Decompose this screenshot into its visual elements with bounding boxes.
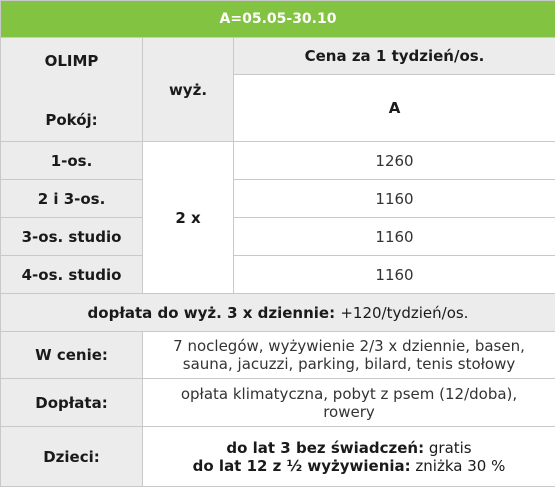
hotel-room-header: [1, 38, 143, 142]
children-value-1: gratis: [429, 439, 472, 457]
extra-text: [143, 379, 555, 427]
room-price: 1160: [234, 218, 555, 256]
table-row: [1, 218, 555, 256]
table-header-row: [1, 38, 555, 75]
room-label: Pokój:: [1, 111, 142, 129]
hotel-name: OLIMP: [1, 52, 142, 70]
children-line-2: [143, 457, 555, 475]
room-name: 3-os. studio: [1, 218, 143, 256]
room-name: 4-os. studio: [1, 256, 143, 294]
extra-label: Dopłata:: [1, 379, 143, 427]
children-row: [1, 427, 555, 487]
supplement-value: +120/tydzień/os.: [340, 304, 468, 322]
included-line-2: sauna, jacuzzi, parking, bilard, tenis stołowy: [143, 355, 555, 373]
table-row: [1, 180, 555, 218]
supplement-label: dopłata do wyż. 3 x dziennie:: [88, 304, 336, 322]
supplement-row: [1, 294, 555, 332]
season-header-row: [1, 1, 555, 38]
price-header: Cena za 1 tydzień/os.: [234, 38, 555, 75]
children-rule-2: do lat 12 z ½ wyżywienia:: [193, 457, 411, 475]
table-row: [1, 256, 555, 294]
room-price: 1260: [234, 142, 555, 180]
children-text: [143, 427, 555, 487]
extra-row: [1, 379, 555, 427]
room-name: 2 i 3-os.: [1, 180, 143, 218]
children-line-1: [143, 439, 555, 457]
column-a-header: A: [234, 75, 555, 142]
included-line-1: 7 noclegów, wyżywienie 2/3 x dziennie, basen,: [143, 337, 555, 355]
children-value-2: zniżka 30 %: [415, 457, 505, 475]
season-title: A=05.05-30.10: [1, 1, 555, 38]
included-label: W cenie:: [1, 332, 143, 379]
room-price: 1160: [234, 256, 555, 294]
extra-line-1: opłata klimatyczna, pobyt z psem (12/doba),: [143, 385, 555, 403]
room-name: 1-os.: [1, 142, 143, 180]
board-value: 2 x: [143, 142, 234, 294]
included-text: [143, 332, 555, 379]
children-rule-1: do lat 3 bez świadczeń:: [226, 439, 424, 457]
room-price: 1160: [234, 180, 555, 218]
supplement-note: [1, 294, 555, 332]
board-label: wyż.: [143, 38, 234, 142]
children-label: Dzieci:: [1, 427, 143, 487]
extra-line-2: rowery: [143, 403, 555, 421]
table-row: [1, 142, 555, 180]
included-row: [1, 332, 555, 379]
